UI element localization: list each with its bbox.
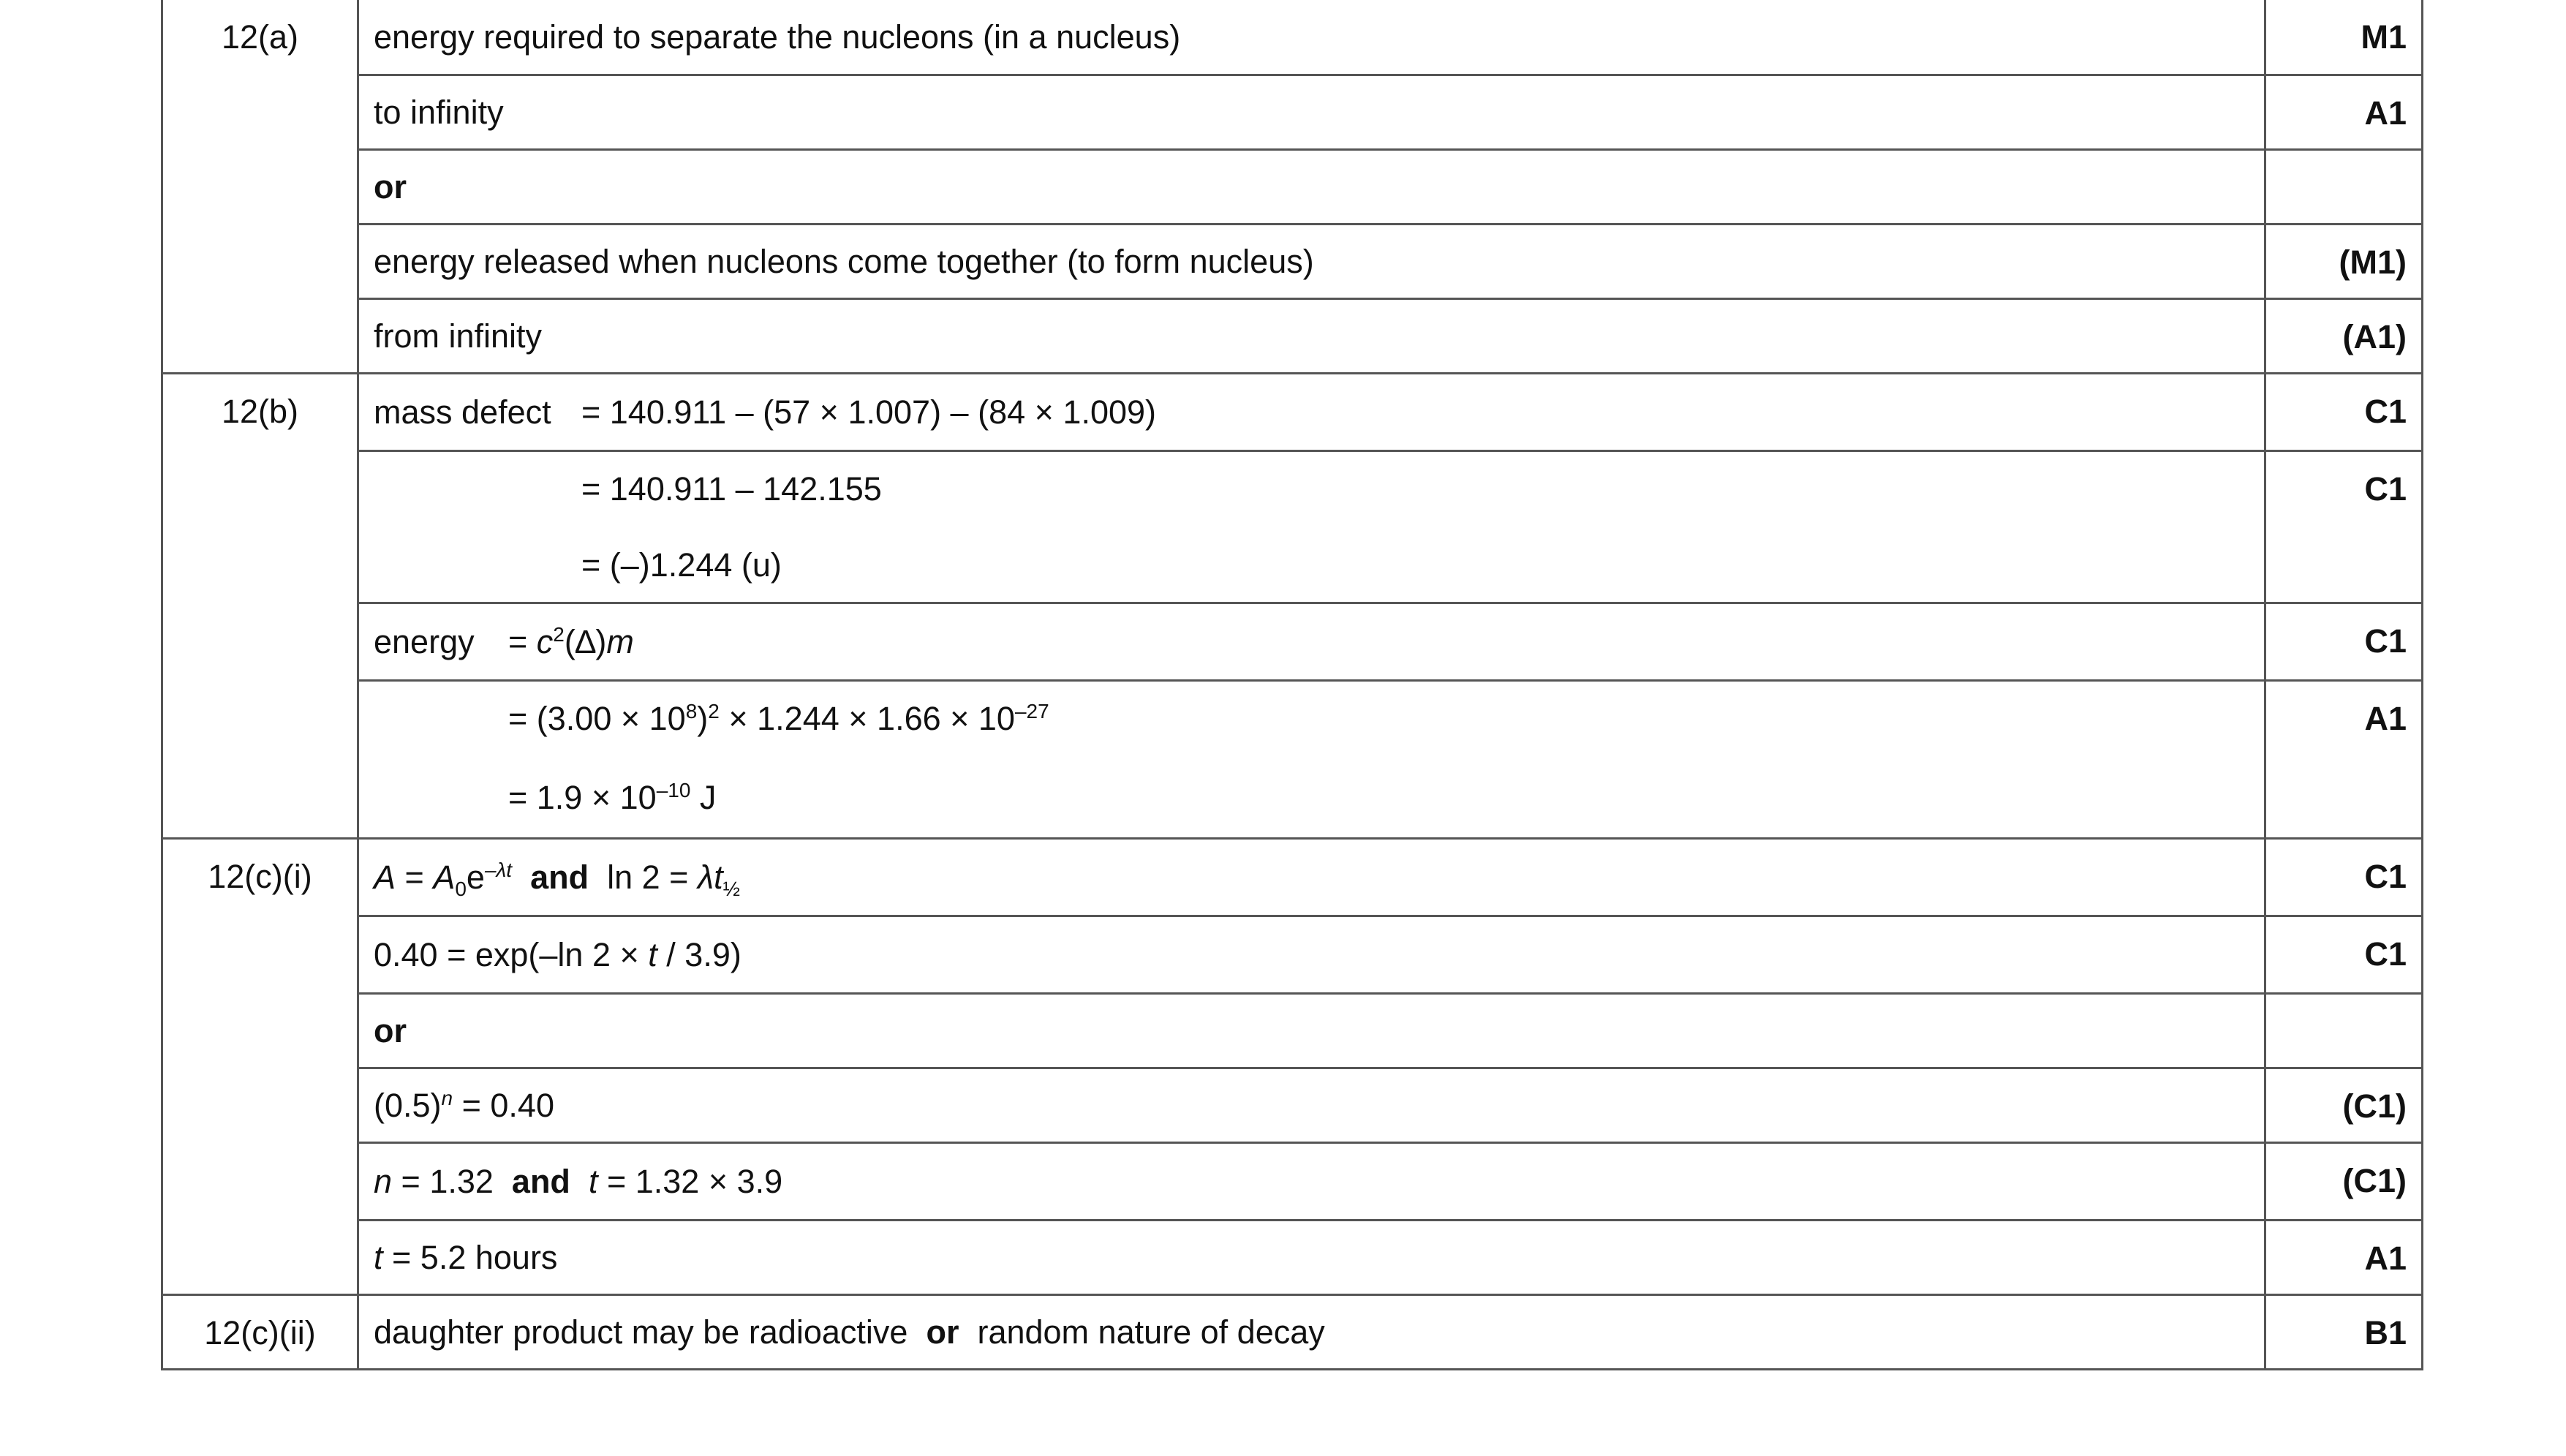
question-number: 12(c)(i) <box>162 838 358 1294</box>
mark-cell: (A1) <box>2265 298 2423 373</box>
answer-cell: t = 5.2 hours <box>358 1220 2265 1294</box>
mark-scheme-table <box>161 0 2423 1370</box>
question-number: 12(a) <box>162 0 358 373</box>
question-number: 12(c)(ii) <box>162 1294 358 1369</box>
table-row <box>162 916 2423 993</box>
mark-cell: B1 <box>2265 1294 2423 1369</box>
answer-cell <box>358 149 2265 224</box>
mark-cell: C1 <box>2265 603 2423 680</box>
mark-cell: A1 <box>2265 75 2423 149</box>
table-row <box>162 0 2423 75</box>
answer-cell <box>358 680 2265 838</box>
table-row <box>162 298 2423 373</box>
table-row <box>162 224 2423 298</box>
answer-cell: n = 1.32 and t = 1.32 × 3.9 <box>358 1142 2265 1220</box>
answer-cell: to infinity <box>358 75 2265 149</box>
mark-cell: C1 <box>2265 450 2423 603</box>
or-connector: or <box>374 167 407 205</box>
table-row <box>162 680 2423 838</box>
energy-label: energy <box>374 622 475 660</box>
answer-cell: $(0.5)^n = 0.40$ <box>358 1068 2265 1142</box>
answer-cell: from infinity <box>358 298 2265 373</box>
mark-cell: A1 <box>2265 680 2423 838</box>
mark-cell: (M1) <box>2265 224 2423 298</box>
table-row <box>162 1220 2423 1294</box>
mark-cell: M1 <box>2265 0 2423 75</box>
question-number: 12(b) <box>162 373 358 838</box>
and-connector: and <box>511 1162 570 1200</box>
mark-cell: (C1) <box>2265 1142 2423 1220</box>
and-connector: and <box>530 858 589 896</box>
mass-defect-line-3: = (–)1.244 (u) <box>581 546 782 584</box>
table-row <box>162 1068 2423 1142</box>
answer-cell <box>358 373 2265 450</box>
answer-cell: $A = A_0e^{-\lambda t}$ and $\ln 2 = \lambda t_{\frac{1}{2}}$ <box>358 838 2265 916</box>
answer-cell <box>358 603 2265 680</box>
table-row <box>162 373 2423 450</box>
mark-cell: C1 <box>2265 916 2423 993</box>
mark-cell: C1 <box>2265 373 2423 450</box>
mark-cell: C1 <box>2265 838 2423 916</box>
answer-cell: energy required to separate the nucleons (in a nucleus) <box>358 0 2265 75</box>
energy-line-3: = $1.9 \times 10^{-10}$ J <box>508 778 717 816</box>
answer-cell <box>358 993 2265 1068</box>
energy-line-2: = $(3.00 \times 10^8)^2 \times 1.244 \times 1.66 \times 10^{-27}$ <box>508 699 1049 737</box>
table-row <box>162 1142 2423 1220</box>
answer-cell: energy released when nucleons come together (to form nucleus) <box>358 224 2265 298</box>
mark-cell: (C1) <box>2265 1068 2423 1142</box>
answer-cell: daughter product may be radioactive or random nature of decay <box>358 1294 2265 1369</box>
table-row <box>162 450 2423 603</box>
table-row <box>162 993 2423 1068</box>
energy-formula: = $c^2(\Delta)m$ <box>508 622 634 660</box>
or-connector: or <box>374 1011 407 1049</box>
table-row <box>162 149 2423 224</box>
mark-cell <box>2265 149 2423 224</box>
table-row <box>162 1294 2423 1369</box>
table-row <box>162 603 2423 680</box>
mark-cell: A1 <box>2265 1220 2423 1294</box>
or-connector: or <box>926 1313 959 1351</box>
table-row <box>162 75 2423 149</box>
mass-defect-line-2: = 140.911 – 142.155 <box>581 469 882 508</box>
mark-cell <box>2265 993 2423 1068</box>
mass-defect-label: mass defect <box>374 393 551 431</box>
answer-cell: 0.40 = exp(–ln 2 × t / 3.9) <box>358 916 2265 993</box>
table-row <box>162 838 2423 916</box>
mass-defect-line-1: = 140.911 – (57 × 1.007) – (84 × 1.009) <box>581 393 1157 431</box>
answer-cell <box>358 450 2265 603</box>
